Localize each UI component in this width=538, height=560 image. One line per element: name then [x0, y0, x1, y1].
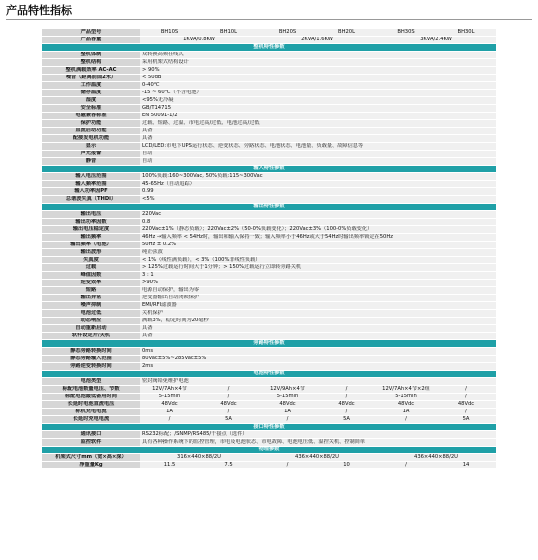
- battery-spec-value: /: [317, 385, 376, 393]
- bypass-spec-row: [42, 347, 496, 355]
- system-spec-row: [42, 66, 496, 74]
- battery-type-label: 电池类型: [42, 378, 140, 386]
- system-spec-value: 0-40℃: [140, 82, 496, 90]
- battery-spec-label: 标配电池数量电压、节数: [42, 385, 140, 393]
- output-spec-value: < 1%（线性满负载），< 3%（100%非线性负载）: [140, 256, 496, 264]
- battery-spec-label: 长延时充电电流: [42, 416, 140, 424]
- input-spec-label: 总谐波失真（THDi）: [42, 196, 140, 204]
- output-spec-value: 3 : 1: [140, 272, 496, 280]
- system-spec-label: 电磁兼容标准: [42, 112, 140, 120]
- system-spec-label: 直流启动功能: [42, 127, 140, 135]
- output-spec-label: 输出频率: [42, 234, 140, 242]
- bypass-spec-value: 80Vac±5%~285Vac±5%: [140, 355, 496, 363]
- battery-spec-value: 5A: [317, 416, 376, 424]
- battery-spec-value: /: [317, 393, 376, 401]
- spec-table-body: [42, 29, 496, 469]
- capacity-row: [42, 36, 496, 44]
- dimensions-label: 机架式尺寸mm（宽×高×深）: [42, 454, 140, 462]
- system-spec-label: 安全标准: [42, 104, 140, 112]
- output-spec-label: 输出电压: [42, 211, 140, 219]
- capacity-1k: 1KVA/0.8KW: [140, 36, 258, 44]
- system-spec-value: 具备: [140, 135, 496, 143]
- bypass-section-title: 旁路特性参数: [42, 340, 496, 348]
- system-spec-label: 配接发电机功能: [42, 135, 140, 143]
- system-spec-label: 湿度: [42, 97, 140, 105]
- title-divider: [6, 19, 532, 20]
- output-spec-row: [42, 234, 496, 242]
- bypass-spec-value: 2ms: [140, 363, 496, 371]
- output-spec-value: EMI/RFI滤波器: [140, 302, 496, 310]
- comm-spec-row: [42, 439, 496, 447]
- system-spec-label: 保护功能: [42, 120, 140, 128]
- comm-section-title: 接口特性参数: [42, 423, 496, 431]
- input-spec-value: <5%: [140, 196, 496, 204]
- output-spec-row: [42, 264, 496, 272]
- spec-table: [42, 29, 496, 469]
- battery-spec-value: 5-15min: [140, 393, 199, 401]
- output-spec-row: [42, 309, 496, 317]
- output-spec-label: 输出功率因数: [42, 218, 140, 226]
- system-spec-label: 显示: [42, 142, 140, 150]
- output-spec-label: 输出电压稳定度: [42, 226, 140, 234]
- input-spec-value: 0.99: [140, 188, 496, 196]
- output-spec-label: 失真度: [42, 256, 140, 264]
- input-section-title: 输入特性参数: [42, 165, 496, 173]
- dimensions-value: 436×440×88/2U: [376, 454, 496, 462]
- bypass-spec-label: 旁路逆变转换时间: [42, 363, 140, 371]
- dimensions-value: 316×440×88/2U: [140, 454, 258, 462]
- battery-spec-value: /: [199, 408, 258, 416]
- system-spec-value: <95%无冷凝: [140, 97, 496, 105]
- model-bh10l: BH10L: [199, 29, 258, 36]
- battery-type-row: [42, 378, 496, 386]
- battery-spec-value: 48Vdc: [199, 401, 258, 409]
- battery-spec-value: 12V/7Ah×4节×2组: [376, 385, 436, 393]
- system-spec-value: 采用机架式结构设计: [140, 59, 496, 67]
- battery-spec-label: 标机充电电流: [42, 408, 140, 416]
- comm-spec-label: 监控软件: [42, 439, 140, 447]
- output-spec-value: 220Vac±1%（静态负载）；220Vac±2%（50-0%负载变化）；220Vac±3%（100-0%负载变化）: [140, 226, 496, 234]
- battery-spec-value: /: [258, 416, 317, 424]
- battery-spec-value: 48Vdc: [258, 401, 317, 409]
- system-spec-label: 整机体制: [42, 51, 140, 59]
- battery-spec-value: /: [140, 416, 199, 424]
- battery-spec-row: [42, 393, 496, 401]
- system-spec-row: [42, 158, 496, 166]
- battery-section-header: [42, 370, 496, 378]
- battery-spec-value: 5A: [436, 416, 496, 424]
- model-bh20s: BH20S: [258, 29, 317, 36]
- battery-spec-value: 12V/7Ah×4节: [140, 385, 199, 393]
- output-spec-row: [42, 226, 496, 234]
- battery-spec-value: 1A: [258, 408, 317, 416]
- output-spec-label: 峰值因数: [42, 272, 140, 280]
- bypass-spec-label: 静态旁路转换时间: [42, 347, 140, 355]
- system-spec-value: > 90%: [140, 66, 496, 74]
- input-section-header: [42, 165, 496, 173]
- battery-spec-row: [42, 408, 496, 416]
- system-spec-row: [42, 135, 496, 143]
- system-spec-row: [42, 59, 496, 67]
- output-spec-value: 逆变器输出自动闭锁保护: [140, 294, 496, 302]
- output-section-title: 输出特性参数: [42, 203, 496, 211]
- input-spec-label: 输入功率因PF: [42, 188, 140, 196]
- output-spec-label: 逆变效率: [42, 279, 140, 287]
- model-bh20l: BH20L: [317, 29, 376, 36]
- system-spec-row: [42, 97, 496, 105]
- battery-spec-value: 48Vdc: [376, 401, 436, 409]
- output-spec-label: 输出波形: [42, 249, 140, 257]
- battery-spec-value: /: [317, 408, 376, 416]
- output-spec-row: [42, 249, 496, 257]
- output-spec-row: [42, 241, 496, 249]
- battery-spec-value: 5-15min: [376, 393, 436, 401]
- output-spec-label: 过载: [42, 264, 140, 272]
- output-spec-value: > 125%过载运行时间大于1分钟；> 150%过载运行立即转旁路关机: [140, 264, 496, 272]
- battery-spec-value: 48Vdc: [436, 401, 496, 409]
- capacity-label: 产品容量: [42, 36, 140, 44]
- system-spec-label: 整机满载效率 AC-AC: [42, 66, 140, 74]
- bypass-spec-row: [42, 363, 496, 371]
- battery-spec-value: /: [376, 416, 436, 424]
- battery-spec-row: [42, 401, 496, 409]
- bypass-spec-label: 静态旁路输入范围: [42, 355, 140, 363]
- output-spec-row: [42, 287, 496, 295]
- battery-type-value: 密封阀铅免维护电池: [140, 378, 496, 386]
- system-spec-value: 自动: [140, 150, 496, 158]
- input-spec-row: [42, 180, 496, 188]
- model-bh30l: BH30L: [436, 29, 496, 36]
- battery-spec-row: [42, 416, 496, 424]
- output-spec-label: 输出频率（电池）: [42, 241, 140, 249]
- bypass-section-header: [42, 340, 496, 348]
- output-spec-row: [42, 302, 496, 310]
- system-spec-value: 过载、短路、过温、市电过高/过低、电池过高/过低: [140, 120, 496, 128]
- system-spec-label: 储存温度: [42, 89, 140, 97]
- output-spec-label: 软件设定开/关机: [42, 332, 140, 340]
- weight-value: /: [258, 461, 317, 469]
- weight-value: /: [376, 461, 436, 469]
- output-spec-label: 自动重新启动: [42, 325, 140, 333]
- weight-value: 10: [317, 461, 376, 469]
- battery-spec-value: /: [436, 393, 496, 401]
- system-spec-row: [42, 150, 496, 158]
- system-spec-row: [42, 142, 496, 150]
- system-spec-label: 噪音（距离前面2米）: [42, 74, 140, 82]
- output-spec-value: >90%: [140, 279, 496, 287]
- physical-section-header: [42, 446, 496, 454]
- battery-spec-label: 长延时电池直流电压: [42, 401, 140, 409]
- battery-spec-value: 5-15min: [258, 393, 317, 401]
- system-spec-row: [42, 120, 496, 128]
- battery-spec-value: /: [436, 385, 496, 393]
- output-spec-row: [42, 272, 496, 280]
- battery-spec-row: [42, 385, 496, 393]
- input-spec-value: 100%负载:160~300Vac, 50%负载:115~300Vac: [140, 173, 496, 181]
- output-spec-value: 具备: [140, 332, 496, 340]
- input-spec-label: 输入电压范围: [42, 173, 140, 181]
- system-section-header: [42, 44, 496, 52]
- output-spec-value: 50Hz ± 0.2%: [140, 241, 496, 249]
- output-spec-label: 输出异常: [42, 294, 140, 302]
- input-spec-label: 输入频率范围: [42, 180, 140, 188]
- system-spec-value: 自动: [140, 158, 496, 166]
- output-spec-row: [42, 294, 496, 302]
- battery-section-title: 电池特性参数: [42, 370, 496, 378]
- physical-section-title: 物理参数: [42, 446, 496, 454]
- system-spec-row: [42, 112, 496, 120]
- dimensions-value: 436×440×88/2U: [258, 454, 376, 462]
- weight-label: 净重量Kg: [42, 461, 140, 469]
- system-spec-label: 声光报警: [42, 150, 140, 158]
- input-spec-row: [42, 196, 496, 204]
- model-bh30s: BH30S: [376, 29, 436, 36]
- output-spec-value: 0.8: [140, 218, 496, 226]
- system-spec-row: [42, 74, 496, 82]
- system-spec-value: LCD/LED:市电下UPS运行状态、逆变状态、旁路状态、电池状态、电池量、负载量、故障信息等: [140, 142, 496, 150]
- battery-spec-value: 48Vdc: [317, 401, 376, 409]
- system-spec-value: < 50dB: [140, 74, 496, 82]
- system-spec-row: [42, 127, 496, 135]
- battery-spec-value: 1A: [140, 408, 199, 416]
- system-spec-row: [42, 51, 496, 59]
- dimensions-row: [42, 454, 496, 462]
- output-spec-label: 电池过低: [42, 309, 140, 317]
- model-bh10s: BH10S: [140, 29, 199, 36]
- output-spec-value: 220Vac: [140, 211, 496, 219]
- weight-value: 7.5: [199, 461, 258, 469]
- battery-spec-label: 标配电池最低备用时间: [42, 393, 140, 401]
- system-spec-value: 双转换高频在线式: [140, 51, 496, 59]
- output-spec-label: 短路: [42, 287, 140, 295]
- output-spec-value: 具备: [140, 325, 496, 333]
- system-spec-value: -15 ~ 60℃（不含电池）: [140, 89, 496, 97]
- battery-spec-value: 5A: [199, 416, 258, 424]
- output-spec-label: 噪声抑制: [42, 302, 140, 310]
- output-spec-value: 满载3%，稳定时间为20毫秒: [140, 317, 496, 325]
- system-spec-label: 静音: [42, 158, 140, 166]
- comm-spec-row: [42, 431, 496, 439]
- bypass-spec-row: [42, 355, 496, 363]
- bypass-spec-value: 0ms: [140, 347, 496, 355]
- comm-spec-label: 通讯接口: [42, 431, 140, 439]
- output-section-header: [42, 203, 496, 211]
- comm-spec-value: 具有各种操作系统下的监控管理，市电及电池状态、市电故障、电池电压低、温控关机、控制简单: [140, 439, 496, 447]
- output-spec-row: [42, 325, 496, 333]
- input-spec-row: [42, 188, 496, 196]
- battery-spec-value: /: [436, 408, 496, 416]
- system-section-title: 整机特性参数: [42, 44, 496, 52]
- output-spec-label: 动态响应: [42, 317, 140, 325]
- battery-spec-value: 48Vdc: [140, 401, 199, 409]
- output-spec-row: [42, 211, 496, 219]
- model-label: 产品型号: [42, 29, 140, 36]
- model-row: [42, 29, 496, 36]
- capacity-2k: 2KVA/1.6KW: [258, 36, 376, 44]
- system-spec-value: GB/T14715: [140, 104, 496, 112]
- system-spec-row: [42, 104, 496, 112]
- system-spec-value: EN 50091-1/2: [140, 112, 496, 120]
- comm-spec-value: RS232标配；/SNMP/RS485/干接点（选件）: [140, 431, 496, 439]
- system-spec-row: [42, 89, 496, 97]
- system-spec-label: 工作温度: [42, 82, 140, 90]
- output-spec-value: 46Hz →输入频率 < 54Hz时，输出和输入保持一致；输入频率小于46Hz或大于54Hz时输出频率锁定在50Hz: [140, 234, 496, 242]
- comm-section-header: [42, 423, 496, 431]
- battery-spec-value: /: [199, 385, 258, 393]
- output-spec-row: [42, 317, 496, 325]
- weight-value: 14: [436, 461, 496, 469]
- output-spec-value: 纯正弦波: [140, 249, 496, 257]
- output-spec-row: [42, 332, 496, 340]
- output-spec-row: [42, 256, 496, 264]
- output-spec-row: [42, 279, 496, 287]
- output-spec-value: 电源自动保护，输出为零: [140, 287, 496, 295]
- battery-spec-value: 1A: [376, 408, 436, 416]
- weight-value: 11.5: [140, 461, 199, 469]
- battery-spec-value: 12V/9Ah×4节: [258, 385, 317, 393]
- system-spec-label: 整机结构: [42, 59, 140, 67]
- weight-row: [42, 461, 496, 469]
- system-spec-value: 具备: [140, 127, 496, 135]
- capacity-3k: 3KVA/2.4KW: [376, 36, 496, 44]
- input-spec-value: 45-65Hz（自动追踪）: [140, 180, 496, 188]
- output-spec-row: [42, 218, 496, 226]
- input-spec-row: [42, 173, 496, 181]
- output-spec-value: 关机保护: [140, 309, 496, 317]
- battery-spec-value: /: [199, 393, 258, 401]
- system-spec-row: [42, 82, 496, 90]
- page-title: 产品特性指标: [6, 4, 72, 17]
